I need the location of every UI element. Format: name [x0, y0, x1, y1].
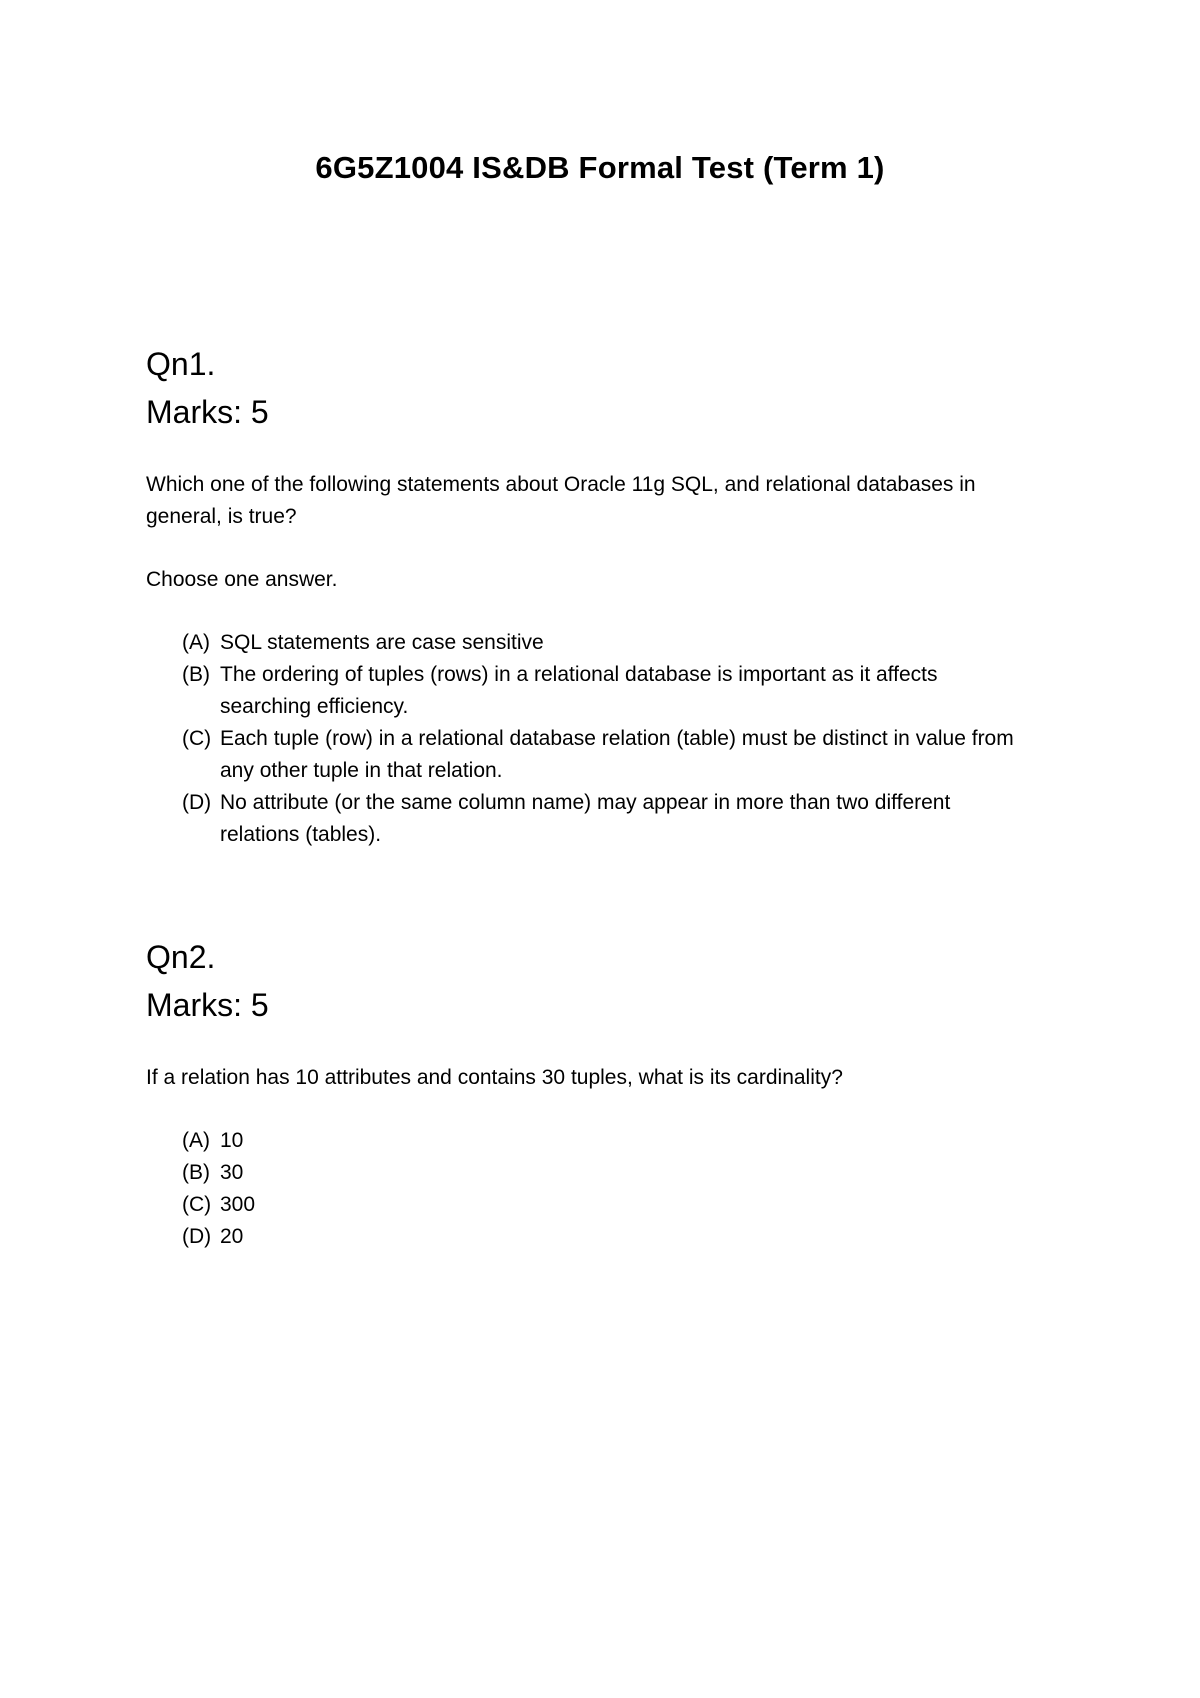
answer-option-d	[146, 1221, 1046, 1253]
question-number: Qn1.	[146, 346, 216, 382]
option-letter: (D)	[182, 791, 212, 814]
answer-option-a	[146, 1125, 1046, 1157]
option-text: The ordering of tuples (rows) in a relational database is important as it affects searching efficiency.	[220, 663, 938, 718]
option-text: Each tuple (row) in a relational database relation (table) must be distinct in value from any other tuple in that relation.	[220, 727, 1014, 782]
option-text: 30	[220, 1161, 244, 1184]
option-letter: (A)	[182, 1129, 210, 1152]
option-letter: (D)	[182, 1225, 212, 1248]
option-text: SQL statements are case sensitive	[220, 631, 544, 654]
question-marks: Marks: 5	[146, 987, 269, 1023]
question-text: Which one of the following statements about Oracle 11g SQL, and relational databases in general, is true?	[146, 473, 976, 528]
answer-option-d	[146, 787, 1016, 851]
option-text: 300	[220, 1193, 256, 1216]
answer-options	[146, 627, 1016, 851]
document-title: 6G5Z1004 IS&DB Formal Test (Term 1)	[315, 150, 885, 185]
question-marks: Marks: 5	[146, 394, 269, 430]
question-1	[146, 340, 1046, 851]
option-letter: (C)	[182, 727, 212, 750]
option-letter: (A)	[182, 631, 210, 654]
option-text: 10	[220, 1129, 244, 1152]
question-instruction: Choose one answer.	[146, 568, 338, 591]
question-number: Qn2.	[146, 939, 216, 975]
answer-option-b	[146, 1157, 1046, 1189]
option-letter: (C)	[182, 1193, 212, 1216]
option-text: No attribute (or the same column name) may appear in more than two different relations (tables).	[220, 791, 951, 846]
answer-option-c	[146, 723, 1016, 787]
answer-options	[146, 1125, 1046, 1253]
answer-option-c	[146, 1189, 1046, 1221]
option-letter: (B)	[182, 663, 210, 686]
question-text: If a relation has 10 attributes and contains 30 tuples, what is its cardinality?	[146, 1066, 843, 1089]
option-letter: (B)	[182, 1161, 210, 1184]
question-2	[146, 933, 1046, 1253]
answer-option-b	[146, 659, 1016, 723]
option-text: 20	[220, 1225, 244, 1248]
answer-option-a	[146, 627, 1016, 659]
